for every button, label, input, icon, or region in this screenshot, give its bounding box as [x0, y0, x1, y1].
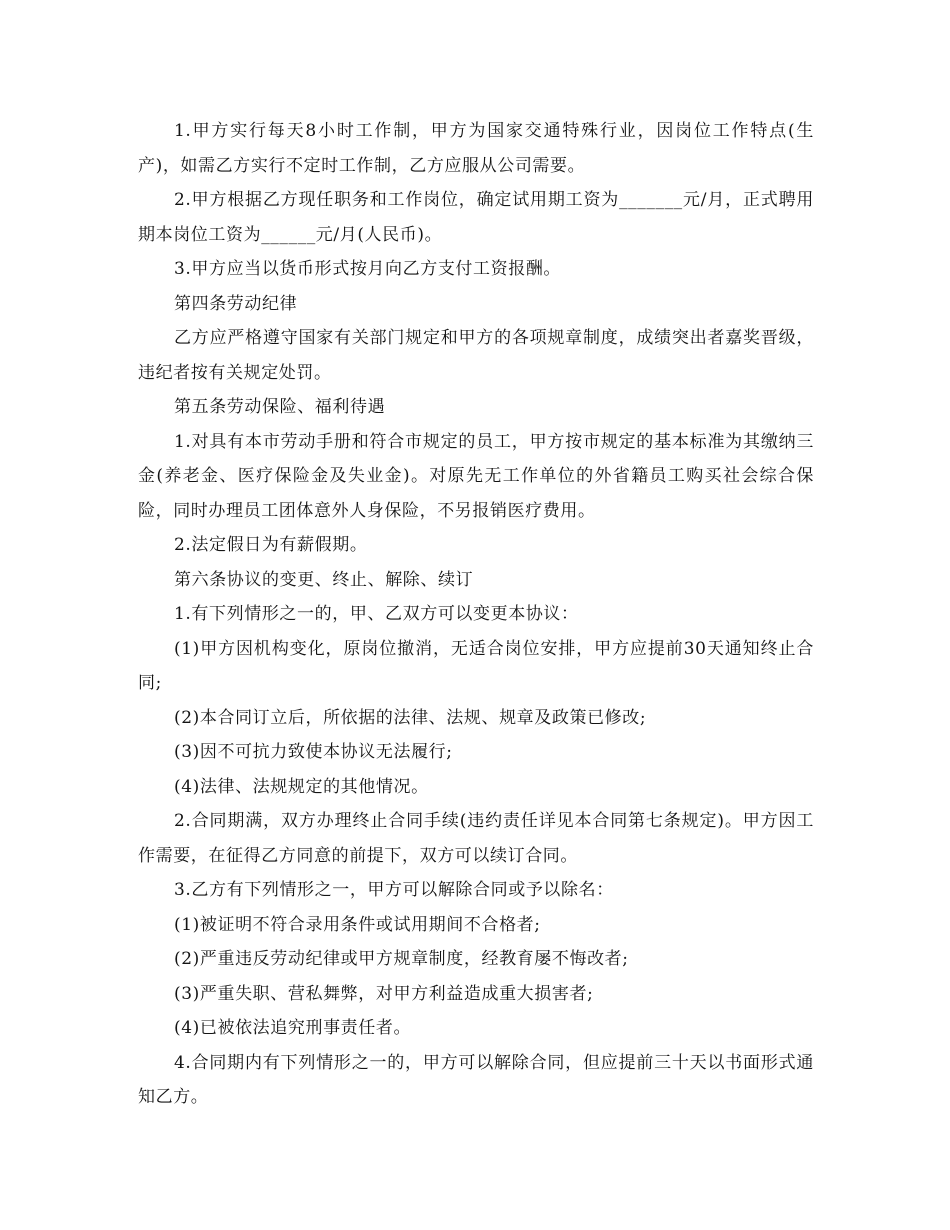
section-heading-article-6: 第六条协议的变更、终止、解除、续订 [174, 569, 474, 590]
paragraph-working-hours: 1.甲方实行每天8小时工作制，甲方为国家交通特殊行业，因岗位工作特点(生产)，如需乙方实行不定时工作制，乙方应服从公司需要。 [138, 121, 814, 176]
paragraph-insurance: 1.对具有本市劳动手册和符合市规定的员工，甲方按市规定的基本标准为其缴纳三金(养老金、医疗保险金及失业金)。对原先无工作单位的外省籍员工购买社会综合保险，同时办理员工团体意外人身保险，不另报销医疗费用。 [138, 431, 814, 521]
list-item-termination-1: (1)被证明不符合录用条件或试用期间不合格者; [174, 914, 541, 935]
list-item-change-4: (4)法律、法规规定的其他情况。 [174, 776, 429, 797]
paragraph-notice-termination: 4.合同期内有下列情形之一的，甲方可以解除合同，但应提前三十天以书面形式通知乙方。 [138, 1052, 814, 1107]
paragraph-termination-conditions: 3.乙方有下列情形之一，甲方可以解除合同或予以除名： [174, 880, 614, 900]
section-heading-article-5: 第五条劳动保险、福利待遇 [174, 397, 386, 417]
list-item-change-2: (2)本合同订立后，所依据的法律、法规、规章及政策已修改; [174, 707, 647, 728]
paragraph-wages: 2.甲方根据乙方现任职务和工作岗位，确定试用期工资为_______元/月，正式聘用期本岗位工资为______元/月(人民币)。 [138, 190, 814, 245]
paragraph-holidays: 2.法定假日为有薪假期。 [174, 535, 368, 555]
section-heading-article-4: 第四条劳动纪律 [174, 293, 298, 314]
list-item-termination-2: (2)严重违反劳动纪律或甲方规章制度，经教育屡不悔改者; [174, 949, 629, 969]
paragraph-contract-expiry: 2.合同期满，双方办理终止合同手续(违约责任详见本合同第七条规定)。甲方因工作需要，在征得乙方同意的前提下，双方可以续订合同。 [138, 811, 814, 866]
paragraph-discipline: 乙方应严格遵守国家有关部门规定和甲方的各项规章制度，成绩突出者嘉奖晋级，违纪者按有关规定处罚。 [138, 328, 814, 383]
paragraph-change-conditions: 1.有下列情形之一的，甲、乙双方可以变更本协议： [174, 604, 579, 624]
document-page [138, 114, 814, 1115]
paragraph-payment: 3.甲方应当以货币形式按月向乙方支付工资报酬。 [174, 259, 562, 279]
list-item-termination-4: (4)已被依法追究刑事责任者。 [174, 1018, 412, 1038]
list-item-change-1: (1)甲方因机构变化，原岗位撤消，无适合岗位安排，甲方应提前30天通知终止合同; [138, 638, 814, 693]
list-item-termination-3: (3)严重失职、营私舞弊，对甲方利益造成重大损害者; [174, 983, 594, 1004]
list-item-change-3: (3)因不可抗力致使本协议无法履行; [174, 742, 453, 762]
